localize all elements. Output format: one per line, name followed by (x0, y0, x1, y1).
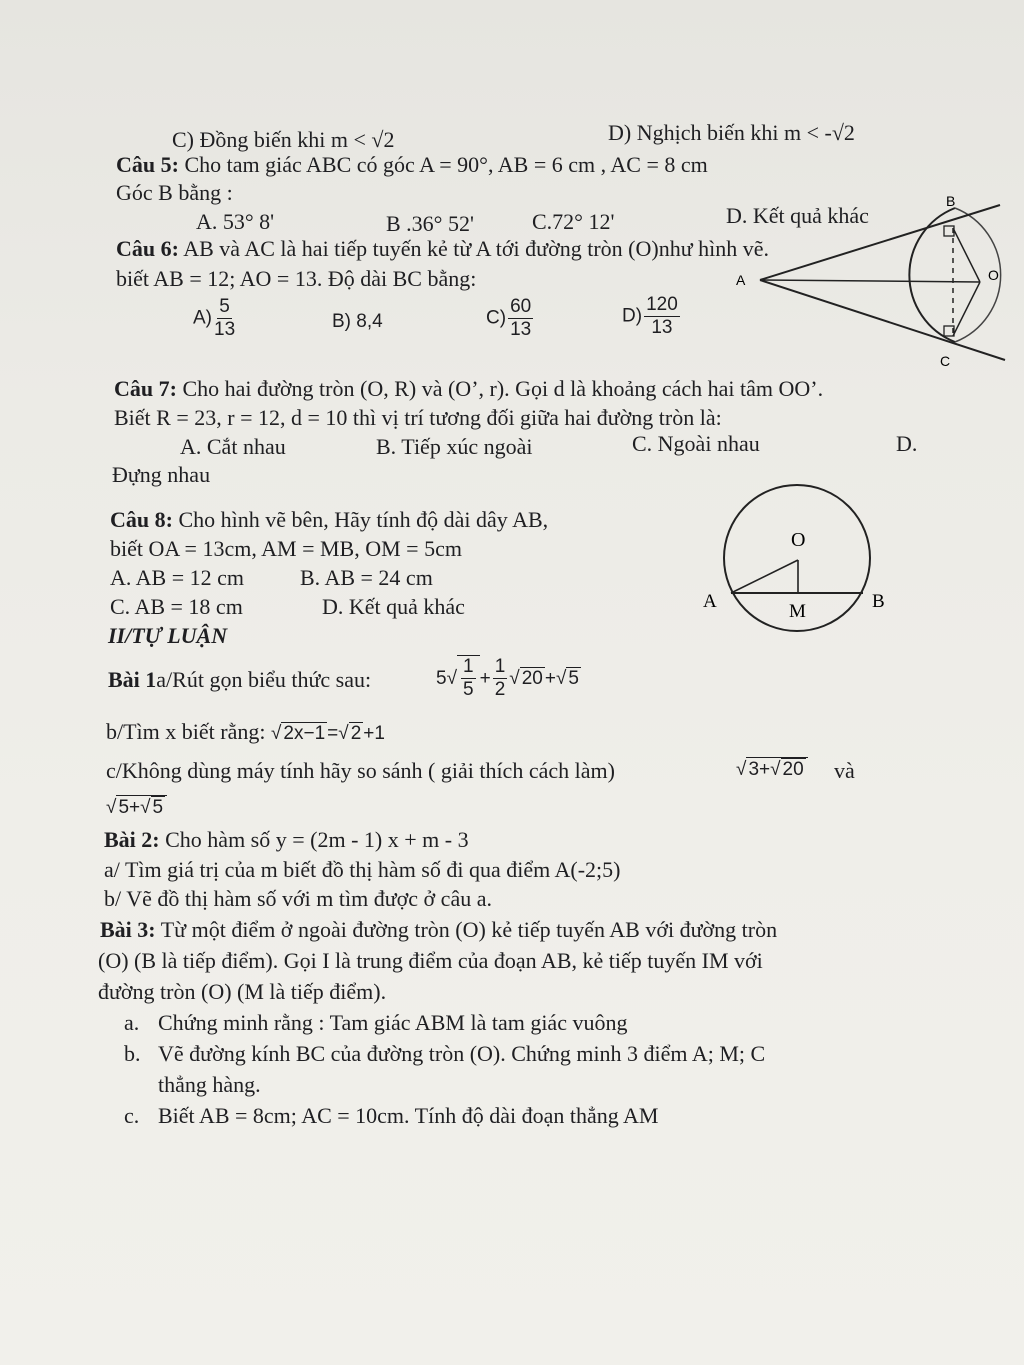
bai2-a: a/ Tìm giá trị của m biết đồ thị hàm số đi qua điểm A(-2;5) (104, 857, 621, 882)
bai1-c-and: và (834, 758, 855, 783)
q8-text: Cho hình vẽ bên, Hãy tính độ dài dây AB, (178, 507, 549, 532)
q8-opt-b: B. AB = 24 cm (300, 565, 433, 590)
segment-ao (760, 280, 980, 282)
segment-oa (731, 560, 798, 593)
q7-opt-c: C. Ngoài nhau (632, 431, 760, 456)
bai2-b: b/ Vẽ đồ thị hàm số với m tìm được ở câu a. (104, 886, 492, 911)
q8-opt-c: C. AB = 18 cm (110, 594, 243, 619)
q6-opt-b: B) 8,4 (332, 311, 383, 332)
q5-opt-c: C.72° 12' (532, 209, 615, 234)
circle-arc-left (909, 208, 955, 342)
bai2-label: Bài 2: (104, 827, 160, 852)
bai1-c-expr2: √ 5+√ 5 (106, 795, 167, 821)
q7-opt-d-cont: Đựng nhau (112, 462, 211, 487)
q6-label: Câu 6: (116, 236, 179, 261)
bai1-a-expression: 5√ $\frac{1}{5}$ + $\frac{1}{2}$ √ 20 +√ 5 (436, 656, 579, 701)
label-o: O (988, 267, 999, 283)
label-b: B (946, 193, 956, 209)
q7-line1 (114, 376, 823, 402)
bai1-a-line (108, 667, 371, 693)
bai3-line1: Bài 3: Từ một điểm ở ngoài đường tròn (O) kẻ tiếp tuyến AB với đường tròn (100, 917, 778, 942)
q6-tangent-figure (730, 190, 1020, 370)
bai3-line3: đường tròn (O) (M là tiếp điểm). (98, 979, 387, 1004)
q5-line1 (116, 152, 708, 178)
label-m: M (789, 601, 806, 622)
q8-opt-d: D. Kết quả khác (322, 594, 465, 619)
label-b: B (872, 591, 885, 612)
q7-opt-d: D. (896, 431, 918, 456)
q6-opt-d: D) $\frac{120}{13}$ (622, 294, 678, 338)
q6-line1 (116, 236, 769, 262)
q7-opt-b: B. Tiếp xúc ngoài (376, 434, 533, 459)
q5-label: Câu 5: (116, 152, 179, 177)
tangent-ab (760, 205, 1000, 280)
option-c-top: C) Đồng biến khi m < √2 (172, 127, 395, 152)
q5-text: Cho tam giác ABC có góc A = 90°, AB = 6 cm , AC = 8 cm (184, 152, 708, 177)
option-d-top: D) Nghịch biến khi m < -√2 (608, 120, 855, 145)
bai1-c-expr1: √ 3+√ 20 (736, 757, 808, 783)
q6-opt-a: A) $\frac{5}{13}$ (193, 296, 236, 340)
section-title: II/TỰ LUẬN (108, 623, 228, 648)
q5-opt-d: D. Kết quả khác (726, 203, 869, 228)
bai3-line2: (O) (B là tiếp điểm). Gọi I là trung điểm của đoạn AB, kẻ tiếp tuyến IM với (98, 948, 763, 973)
q5-opt-b: B .36° 52' (386, 211, 474, 236)
tangent-ac (760, 280, 1005, 360)
q8-chord-figure (695, 480, 895, 645)
segment-ob (953, 228, 980, 282)
label-o: O (791, 529, 806, 551)
bai3-b: b. Vẽ đường kính BC của đường tròn (O). Chứng minh 3 điểm A; M; C (124, 1041, 766, 1066)
q5-opt-a: A. 53° 8' (196, 209, 275, 234)
q7-text: Cho hai đường tròn (O, R) và (O’, r). Gọi d là khoảng cách hai tâm OO’. (182, 376, 824, 401)
label-a: A (703, 591, 717, 612)
label-c: C (940, 353, 951, 369)
q6-opt-c: C) $\frac{60}{13}$ (486, 296, 532, 340)
segment-oc (953, 282, 980, 336)
bai1-label: Bài 1 (108, 667, 157, 692)
bai1-b-line: b/Tìm x biết rằng: √ 2x−1 =√ 2 +1 (106, 719, 385, 744)
q8-label: Câu 8: (110, 507, 173, 532)
q8-line1 (110, 507, 548, 533)
q7-label: Câu 7: (114, 376, 177, 401)
bai1-b-equation: √ 2x−1 =√ 2 +1 (270, 723, 385, 744)
q8-opt-a: A. AB = 12 cm (110, 565, 245, 590)
bai2-line: Bài 2: Cho hàm số y = (2m - 1) x + m - 3 (104, 827, 469, 852)
bai1-a-text: a/Rút gọn biểu thức sau: (156, 667, 372, 692)
q6-text: AB và AC là hai tiếp tuyến kẻ từ A tới đường tròn (O)như hình vẽ. (183, 236, 769, 261)
bai3-b-cont: thẳng hàng. (158, 1072, 261, 1097)
bai3-c: c. Biết AB = 8cm; AC = 10cm. Tính độ dài đoạn thẳng AM (124, 1103, 659, 1128)
q8-line2: biết OA = 13cm, AM = MB, OM = 5cm (110, 536, 462, 561)
q7-line2: Biết R = 23, r = 12, d = 10 thì vị trí tương đối giữa hai đường tròn là: (114, 405, 722, 430)
bai3-a: a. Chứng minh rằng : Tam giác ABM là tam giác vuông (124, 1010, 628, 1035)
q6-line2: biết AB = 12; AO = 13. Độ dài BC bằng: (116, 266, 477, 291)
bai3-label: Bài 3: (100, 917, 156, 942)
bai1-c-line: c/Không dùng máy tính hãy so sánh ( giải thích cách làm) (106, 758, 615, 783)
q5-line2: Góc B bằng : (116, 180, 233, 205)
label-a: A (736, 272, 746, 288)
q7-opt-a: A. Cắt nhau (180, 434, 286, 459)
